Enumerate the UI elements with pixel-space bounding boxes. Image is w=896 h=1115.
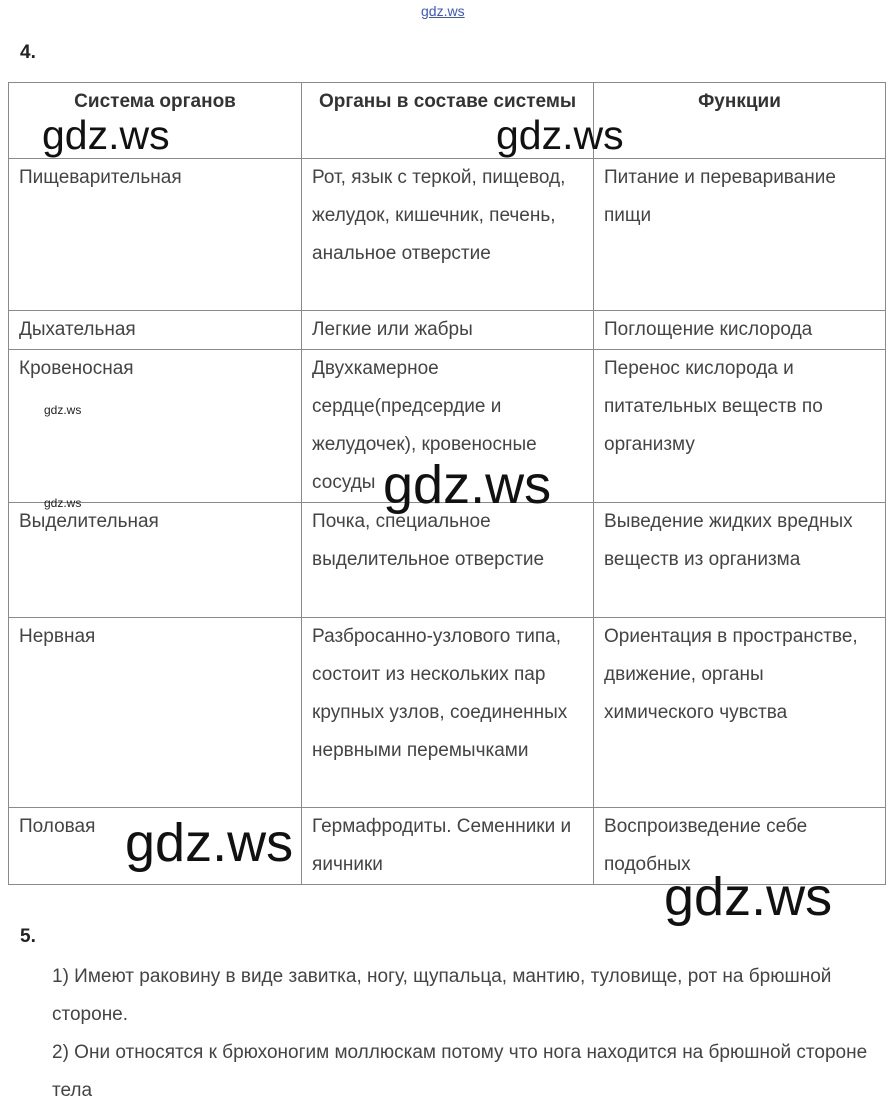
watermark: gdz.ws xyxy=(44,403,82,417)
cell-system: Нервная xyxy=(9,618,302,808)
answer-item-2: 2) Они относятся к брюхоногим моллюскам потому что нога находится на брюшной стороне тела xyxy=(52,1042,868,1101)
header-organs: Органы в составе системы xyxy=(302,83,594,159)
answer-item-1: 1) Имеют раковину в виде завитка, ногу, щупальца, мантию, туловище, рот на брюшной стороне. xyxy=(52,966,832,1025)
section-4-number: 4. xyxy=(20,42,36,63)
cell-organs: Двухкамерное сердце(предсердие и желудочек), кровеносные сосуды xyxy=(302,350,594,503)
cell-organs: Рот, язык с теркой, пищевод, желудок, кишечник, печень, анальное отверстие xyxy=(302,159,594,311)
cell-organs: Гермафродиты. Семенники и яичники xyxy=(302,808,594,885)
top-watermark-link[interactable]: gdz.ws xyxy=(421,3,465,19)
section-5-number: 5. xyxy=(20,926,36,947)
cell-system: Дыхательная xyxy=(9,311,302,350)
cell-function: Питание и переваривание пищи xyxy=(594,159,886,311)
table-row xyxy=(9,503,886,618)
cell-function: Перенос кислорода и питательных веществ по организму xyxy=(594,350,886,503)
cell-function: Поглощение кислорода xyxy=(594,311,886,350)
table-row xyxy=(9,159,886,311)
header-functions: Функции xyxy=(594,83,886,159)
cell-organs: Разбросанно-узлового типа, состоит из нескольких пар крупных узлов, соединенных нервными перемычками xyxy=(302,618,594,808)
table-row xyxy=(9,311,886,350)
cell-system: Выделительная xyxy=(9,503,302,618)
cell-system: Половая xyxy=(9,808,302,885)
cell-function: Воспроизведение себе подобных xyxy=(594,808,886,885)
cell-system: Кровеносная xyxy=(9,350,302,503)
table-row xyxy=(9,618,886,808)
cell-function: Выведение жидких вредных веществ из организма xyxy=(594,503,886,618)
watermark: gdz.ws xyxy=(125,813,294,873)
cell-system: Пищеварительная xyxy=(9,159,302,311)
cell-function: Ориентация в пространстве, движение, органы химического чувства xyxy=(594,618,886,808)
header-system: Система органов xyxy=(9,83,302,159)
watermark: gdz.ws xyxy=(496,112,624,158)
watermark: gdz.ws xyxy=(44,496,82,510)
cell-organs: Почка, специальное выделительное отверстие xyxy=(302,503,594,618)
watermark: gdz.ws xyxy=(42,112,170,158)
watermark: gdz.ws xyxy=(664,867,833,927)
cell-organs: Легкие или жабры xyxy=(302,311,594,350)
watermark: gdz.ws xyxy=(383,455,552,515)
